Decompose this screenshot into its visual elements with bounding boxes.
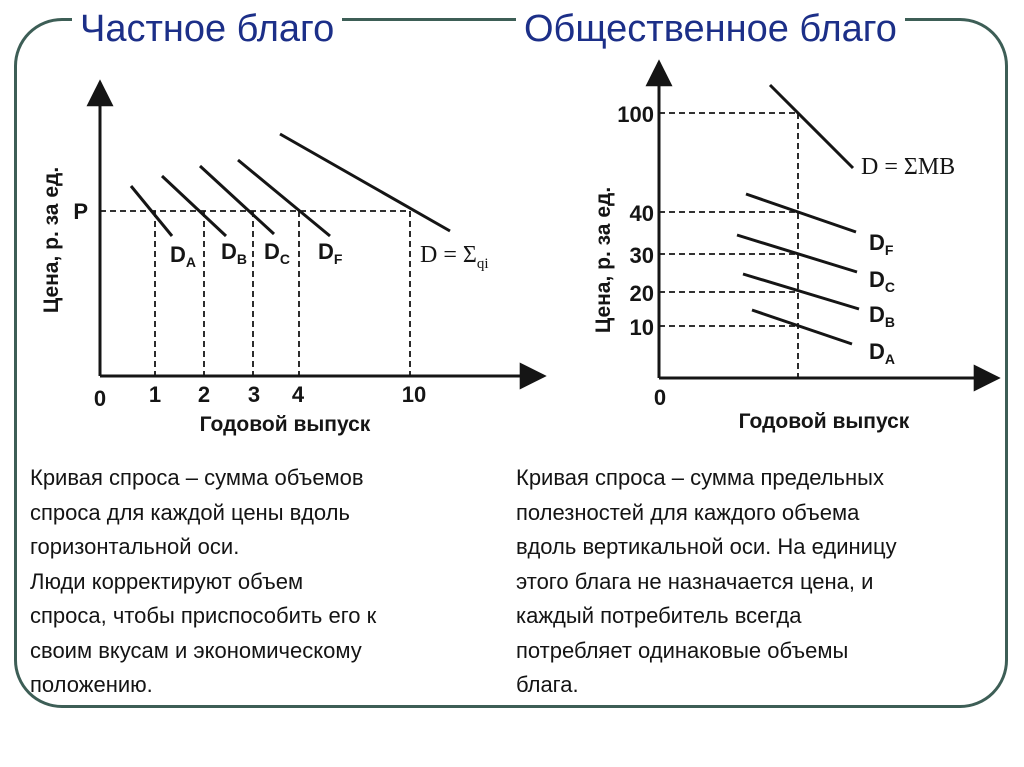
curve-label-DA: $D_A$ [170, 242, 197, 270]
curve-label-DF: $D_F$ [869, 230, 894, 258]
description-line: положению. [30, 672, 153, 697]
y-axis-label: Цена, р. за ед. [592, 186, 615, 334]
description-line: горизонтальной оси. [30, 534, 240, 559]
curve-label-DC: $D_C$ [869, 267, 896, 295]
description-line: Кривая спроса – сумма объемов [30, 465, 364, 490]
description-private-good [30, 461, 376, 703]
description-line: спроса, чтобы приспособить его к [30, 603, 377, 628]
x-axis-label: Годовой выпуск [738, 410, 910, 433]
tick-label-3: 3 [247, 382, 261, 407]
description-line: полезностей для каждого объема [516, 499, 860, 525]
curve-label-D-sum: $D = \Sigma_{qi}$ [420, 242, 489, 272]
x-axis-label: Годовой выпуск [199, 413, 371, 436]
tick-label-4: 4 [291, 382, 305, 407]
description-line: блага. [516, 672, 579, 697]
curve-DF [746, 194, 856, 232]
curve-DB [162, 176, 226, 236]
curve-D-sum [770, 85, 853, 168]
description-line: каждый потребитель всегда [516, 603, 802, 628]
description-line: этого блага не назначается цена, и [516, 568, 874, 594]
tick-label-20: 20 [629, 281, 654, 306]
chart-public-good [592, 62, 998, 433]
y-axis-label: Цена, р. за ед. [40, 166, 63, 314]
curve-label-DA: $D_A$ [869, 339, 896, 367]
tick-label-P: P [73, 199, 88, 224]
tick-label-origin: 0 [653, 385, 667, 410]
title-public-good: Общественное благо [516, 6, 905, 52]
chart-private-good [40, 82, 544, 436]
tick-label-10: 10 [401, 382, 427, 407]
curve-label-DB: $D_B$ [869, 302, 896, 330]
tick-label-100: 100 [617, 102, 654, 127]
description-line: своим вкусам и экономическому [30, 637, 362, 663]
description-line: Кривая спроса – сумма предельных [516, 465, 884, 490]
curve-label-DC: $D_C$ [264, 239, 291, 267]
description-line: потребляет одинаковые объемы [516, 637, 849, 663]
curve-label-DB: $D_B$ [221, 239, 248, 267]
description-public-good [516, 461, 897, 703]
tick-label-1: 1 [148, 382, 162, 407]
description-line: спроса для каждой цены вдоль [30, 499, 350, 525]
tick-label-40: 40 [629, 201, 654, 226]
title-private-good: Частное благо [72, 6, 342, 52]
tick-label-origin: 0 [93, 386, 107, 411]
curve-label-DF: $D_F$ [318, 239, 343, 267]
tick-label-10: 10 [629, 315, 654, 340]
description-line: Люди корректируют объем [30, 568, 304, 594]
tick-label-2: 2 [197, 382, 211, 407]
tick-label-30: 30 [629, 243, 654, 268]
description-line: вдоль вертикальной оси. На единицу [516, 534, 897, 559]
curve-label-D-sum: D = ΣMB [861, 154, 956, 180]
curve-DF [238, 160, 330, 236]
curve-DA [752, 310, 852, 344]
